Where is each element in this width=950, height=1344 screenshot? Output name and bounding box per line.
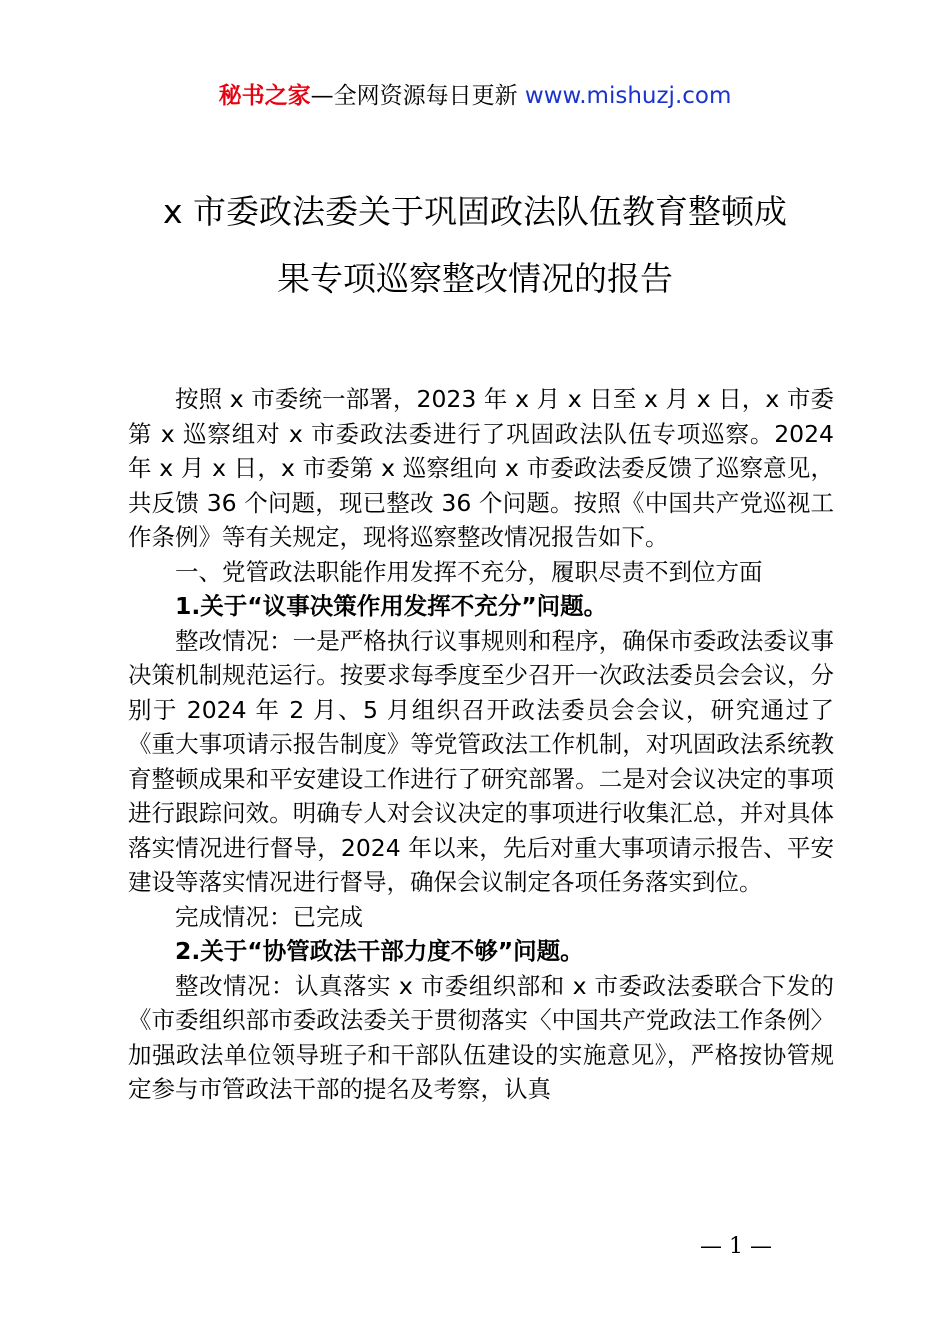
page-number: — 1 — <box>700 1234 772 1259</box>
item-2-title: 2.关于“协管政法干部力度不够”问题。 <box>175 937 584 965</box>
intro-paragraph: 按照 x 市委统一部署，2023 年 x 月 x 日至 x 月 x 日，x 市委第 x 巡察组对 x 市委政法委进行了巩固政法队伍专项巡察。2024 年 x 月 x 日，x 市委第 x 巡察组向 x 市委政法委反馈了巡察意见，共反馈 36 个问题，现已整改 36 个问题。按照《中国共产党巡视工作条例》等有关规定，现将巡察整改情况报告如下。 <box>128 385 834 551</box>
document-body <box>128 382 834 1107</box>
site-tagline: —全网资源每日更新 <box>310 83 518 109</box>
item-1-title: 1.关于“议事决策作用发挥不充分”问题。 <box>175 592 608 620</box>
document-title-line-1: x 市委政法委关于巩固政法队伍教育整顿成 <box>162 192 788 231</box>
site-brand: 秘书之家 <box>218 83 311 109</box>
item-2-rectification: 整改情况：认真落实 x 市委组织部和 x 市委政法委联合下发的《市委组织部市委政法委关于贯彻落实〈中国共产党政法工作条例〉加强政法单位领导班子和干部队伍建设的实施意见》，严格按协管规定参与市管政法干部的提名及考察，认真 <box>128 971 834 1103</box>
item-1-status: 完成情况：已完成 <box>175 902 363 931</box>
site-header <box>0 80 950 112</box>
document-title-line-2: 果专项巡察整改情况的报告 <box>277 259 673 298</box>
site-url-link[interactable]: www.mishuzj.com <box>524 83 732 109</box>
item-1-rectification: 整改情况：一是严格执行议事规则和程序，确保市委政法委议事决策机制规范运行。按要求每季度至少召开一次政法委员会会议，分别于 2024 年 2 月、5 月组织召开政法委员会会议，研究通过了《重大事项请示报告制度》等党管政法工作机制，对巩固政法系统教育整顿成果和平安建设工作进行了研究部署。二是对会议决定的事项进行跟踪问效。明确专人对会议决定的事项进行收集汇总，并对具体落实情况进行督导，2024 年以来，先后对重大事项请示报告、平安建设等落实情况进行督导，确保会议制定各项任务落实到位。 <box>128 626 834 896</box>
section-heading-1: 一、党管政法职能作用发挥不充分，履职尽责不到位方面 <box>175 557 763 586</box>
